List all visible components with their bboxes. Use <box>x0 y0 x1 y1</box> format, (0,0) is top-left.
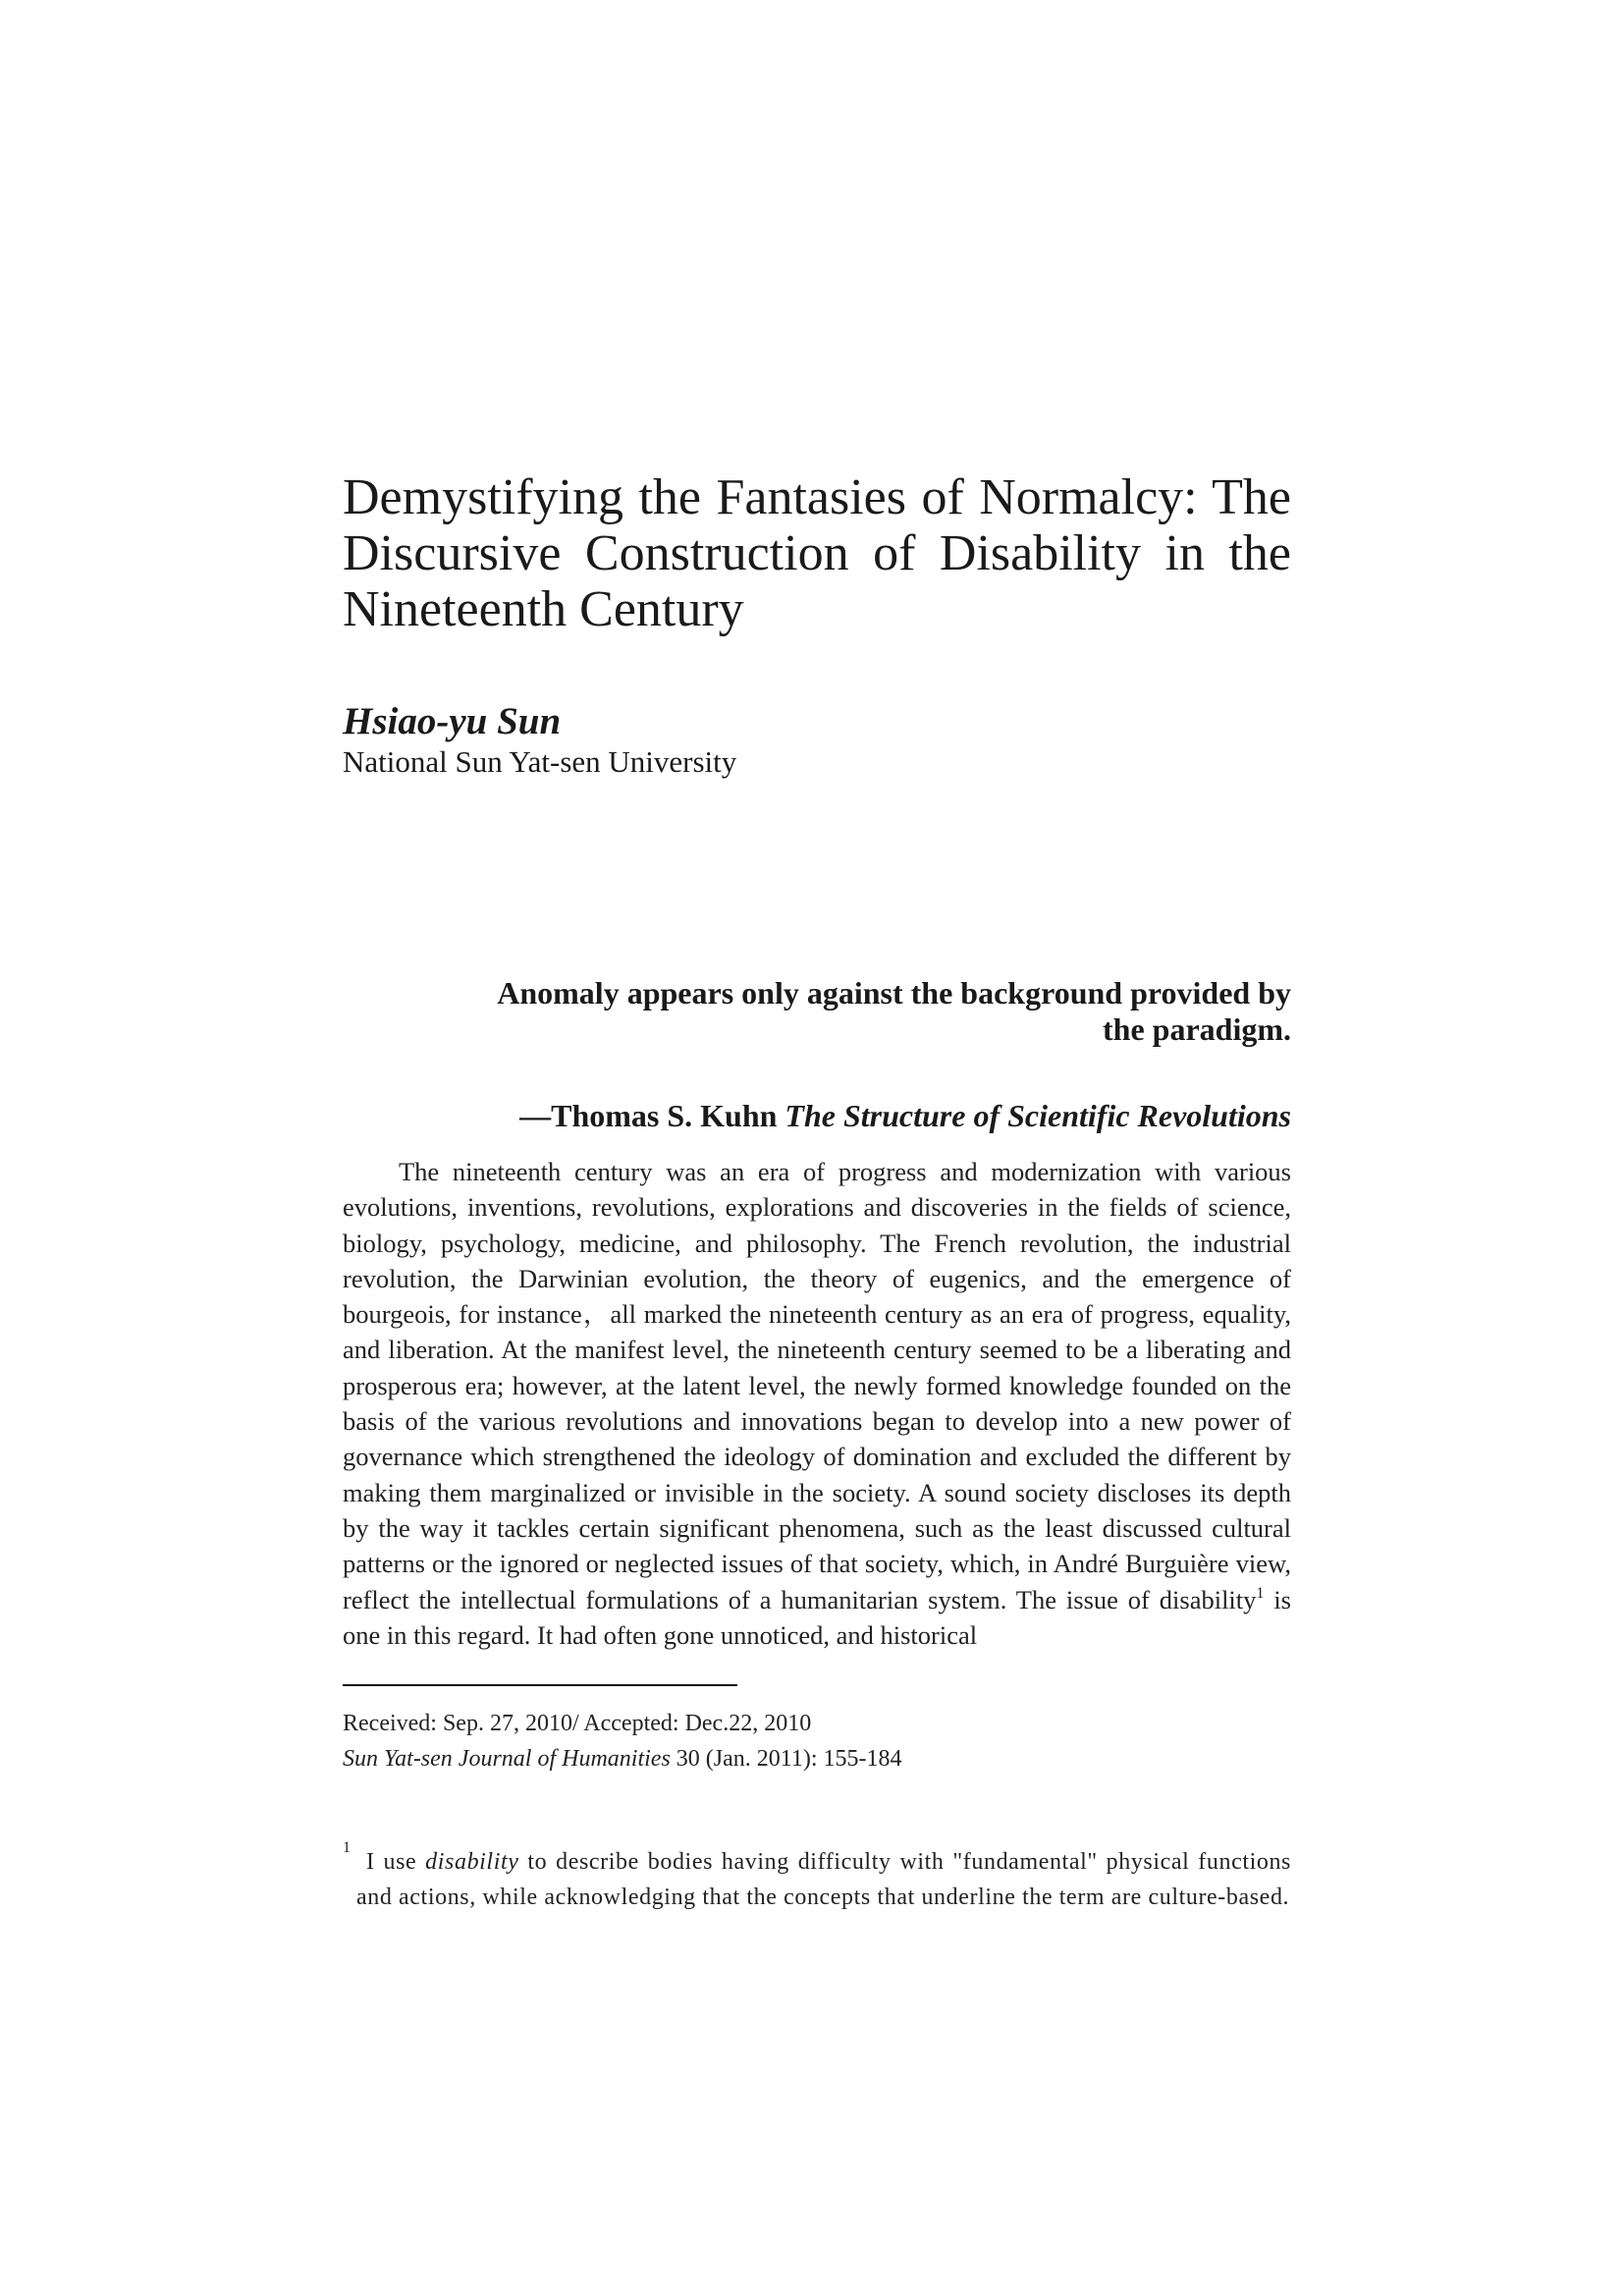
journal-details: 30 (Jan. 2011): 155-184 <box>670 1746 902 1772</box>
attribution-author: —Thomas S. Kuhn <box>519 1098 778 1133</box>
footnote-reference: 1 <box>1256 1584 1265 1602</box>
title-line: Demystifying the Fantasies of Normalcy: The <box>343 469 1291 525</box>
footnote-divider <box>343 1684 737 1686</box>
footnote-text-end: to describe bodies having difficulty with "fundamental" physical functions and actions, while acknowledging that the concepts that underline the term are culture-based. <box>356 1849 1292 1910</box>
paragraph-text-continued: is one in this regard. It had often gone unnoticed, and historical <box>343 1584 1291 1650</box>
paragraph-text: The nineteenth century was an era of progress and modernization with various evolutions, inventions, revolutions, explorations and discoveries in the fields of science, biology, psychology, medicine, and philosophy. The French revolution, the industrial revolution, the Darwinian evolution, the theory of eugenics, and the emergence of bourgeois, for instance，all marked the nineteenth century as an era of progress, equality, and liberation. At the manifest level, the nineteenth century seemed to be a liberating and prosperous era; however, at the latent level, the newly formed knowledge founded on the basis of the various revolutions and innovations began to develop into a new power of governance which strengthened the ideology of domination and excluded the different by making them marginalized or invisible in the society. A sound society discloses its depth by the way it tackles certain significant phenomena, such as the least discussed cultural patterns or the ignored or neglected issues of that society, which, in André Burguière view, reflect the intellectual formulations of a humanitarian system. The issue of disability <box>343 1157 1291 1614</box>
article-title <box>343 469 1291 637</box>
body-paragraph <box>343 1154 1291 1653</box>
received-accepted-dates: Received: Sep. 27, 2010/ Accepted: Dec.22, 2010 <box>343 1711 812 1736</box>
epigraph-line: Anomaly appears only against the background provided by <box>497 975 1291 1011</box>
epigraph-quote <box>407 975 1291 1048</box>
footnote-text-start: I use <box>366 1849 426 1875</box>
title-line: Nineteenth Century <box>343 581 744 637</box>
article-page <box>343 0 1291 2296</box>
author-name: Hsiao-yu Sun <box>343 700 562 742</box>
title-line: Discursive Construction of Disability in the <box>343 525 1291 581</box>
epigraph-attribution <box>407 1097 1291 1134</box>
author-affiliation: National Sun Yat-sen University <box>343 744 737 779</box>
footnote-emphasis: disability <box>425 1849 519 1875</box>
footnote-text <box>356 1844 1291 1915</box>
footnote-mark: 1 <box>343 1839 352 1856</box>
journal-name: Sun Yat-sen Journal of Humanities <box>343 1746 671 1772</box>
epigraph-line: the paradigm. <box>1103 1011 1291 1047</box>
footnote <box>343 1839 1292 1915</box>
journal-citation <box>343 1742 902 1776</box>
attribution-work: The Structure of Scientific Revolutions <box>784 1098 1291 1133</box>
